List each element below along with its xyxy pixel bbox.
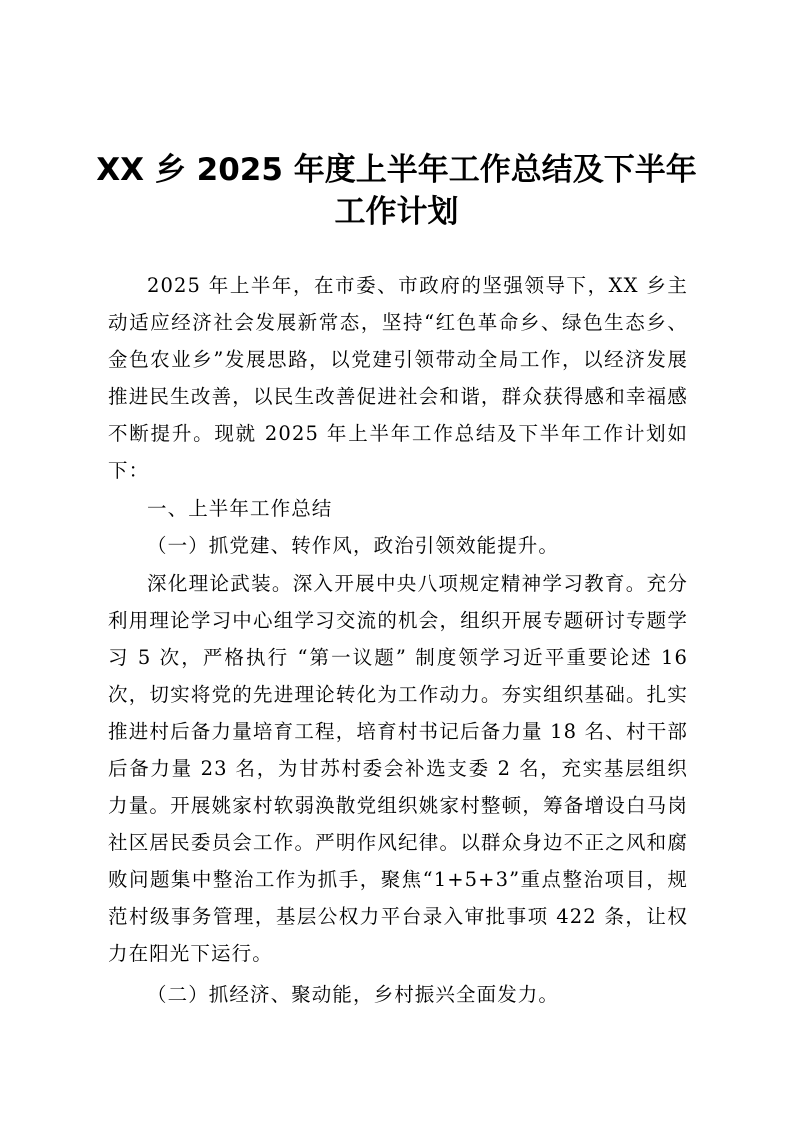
document-title-line-2: 工作计划 [334,194,459,230]
subsection-heading-2: （二）抓经济、聚动能，乡村振兴全面发力。 [147,983,560,1006]
section-heading-1: 一、上半年工作总结 [147,497,333,520]
intro-paragraph: 2025 年上半年，在市委、市政府的坚强领导下，XX 乡主动适应经济社会发展新常态，坚持“红色革命乡、绿色生态乡、金色农业乡”发展思路，以党建引领带动全局工作，以经济发展推进民生改善，以民生改善促进社会和谐，群众获得感和幸福感不断提升。现就 2025 年上半年工作总结及下半年工作计划如下： [108,274,688,482]
document-title-line-1: XX 乡 2025 年度上半年工作总结及下半年 [96,152,697,188]
subsection-1-paragraph: 深化理论武装。深入开展中央八项规定精神学习教育。充分利用理论学习中心组学习交流的机会，组织开展专题研讨专题学习 5 次，严格执行 “第一议题” 制度领学习近平重要论述 16 次，切实将党的先进理论转化为工作动力。夯实组织基础。扎实推进村后备力量培育工程，培育村书记后备力量 18 名、村干部后备力量 23 名，为甘苏村委会补选支委 2 名，充实基层组织力量。开展姚家村软弱涣散党组织姚家村整顿，筹备增设白马岗社区居民委员会工作。严明作风纪律。以群众身边不正之风和腐败问题集中整治工作为抓手，聚焦“1+5+3”重点整治项目，规范村级事务管理，基层公权力平台录入审批事项 422 条，让权力在阳光下运行。 [108,572,688,965]
subsection-heading-1: （一）抓党建、转作风，政治引领效能提升。 [147,534,560,557]
